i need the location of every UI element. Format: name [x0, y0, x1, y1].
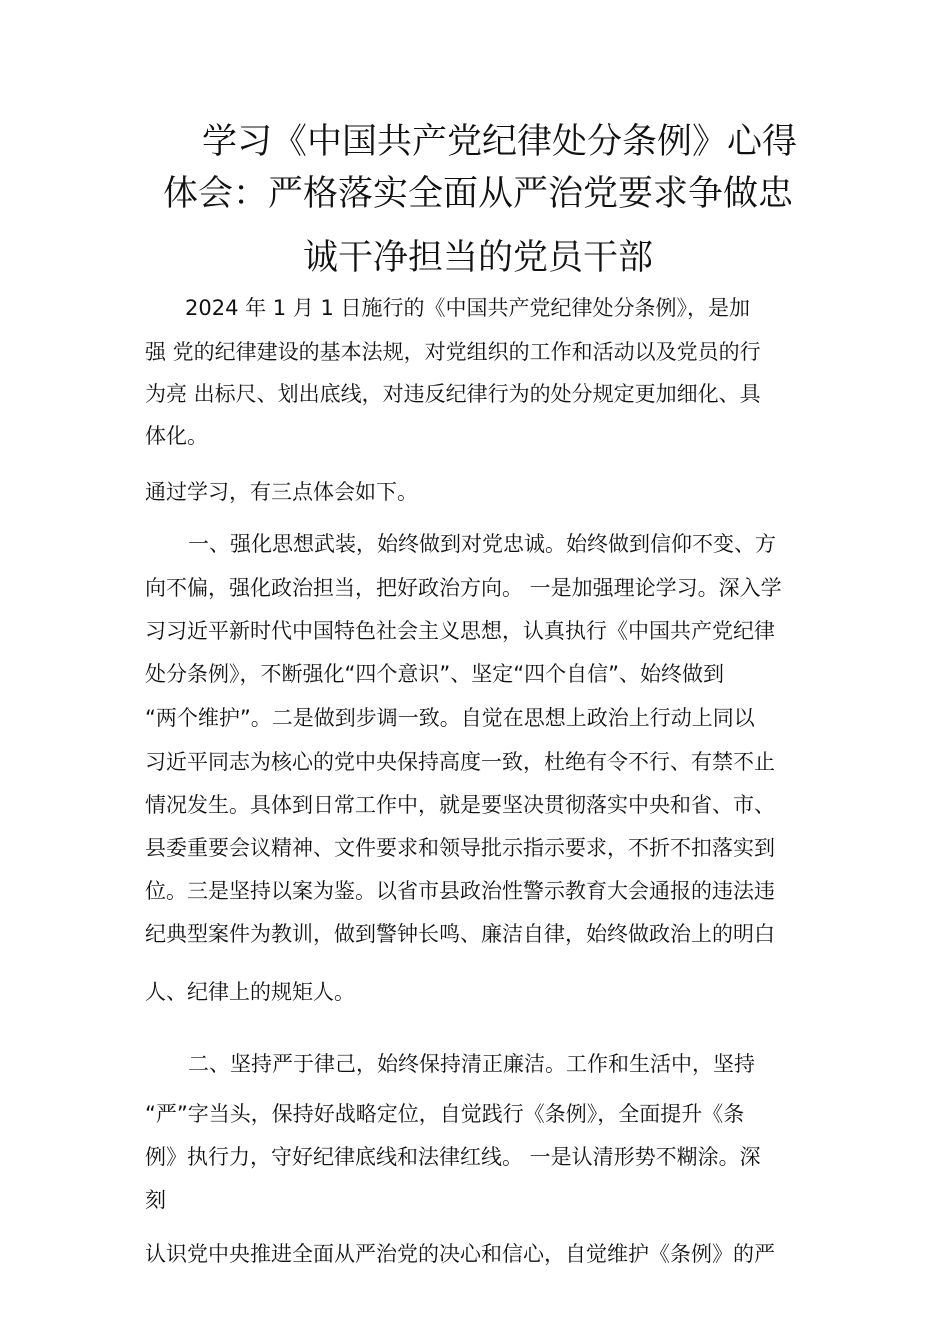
body-line-21: 认识党中央推进全面从严治党的决心和信心，自觉维护《条例》的严 — [145, 1242, 775, 1266]
body-line-5: 通过学习，有三点体会如下。 — [145, 480, 418, 504]
body-line-1: 2024 年 1 月 1 日施行的《中国共产党纪律处分条例》，是加 — [185, 296, 751, 320]
body-line-18: “严”字当头，保持好战略定位，自觉践行《条例》，全面提升《条 — [145, 1102, 745, 1126]
body-line-6: 一、强化思想武装，始终做到对党忠诚。始终做到信仰不变、方 — [188, 532, 776, 556]
body-line-11: 习近平同志为核心的党中央保持高度一致，杜绝有令不行、有禁不止 — [145, 750, 775, 774]
body-line-16: 人、纪律上的规矩人。 — [145, 980, 355, 1004]
body-line-13: 县委重要会议精神、文件要求和领导批示指示要求，不折不扣落实到 — [145, 836, 775, 860]
body-line-17: 二、坚持严于律己，始终保持清正廉洁。工作和生活中，坚持 — [188, 1052, 755, 1076]
body-line-7: 向不偏，强化政治担当，把好政治方向。 一是加强理论学习。深入学 — [145, 576, 782, 600]
body-line-4: 体化。 — [145, 424, 208, 448]
body-line-2: 强 党的纪律建设的基本法规，对党组织的工作和活动以及党员的行 — [145, 340, 761, 364]
document-title-line-1: 学习《中国共产党纪律处分条例》心得 — [202, 122, 798, 162]
body-line-8: 习习近平新时代中国特色社会主义思想，认真执行《中国共产党纪律 — [145, 619, 775, 643]
body-line-12: 情况发生。具体到日常工作中，就是要坚决贯彻落实中央和省、市、 — [145, 793, 775, 817]
body-line-19: 例》执行力，守好纪律底线和法律红线。 一是认清形势不糊涂。深 — [145, 1145, 761, 1169]
body-line-9: 处分条例》，不断强化“四个意识”、坚定“四个自信”、始终做到 — [145, 662, 725, 686]
body-line-20: 刻 — [145, 1188, 166, 1212]
document-title-line-2: 体会：严格落实全面从严治党要求争做忠 — [163, 174, 794, 214]
body-line-3: 为亮 出标尺、划出底线，对违反纪律行为的处分规定更加细化、具 — [145, 382, 761, 406]
body-line-14: 位。三是坚持以案为鉴。以省市县政治性警示教育大会通报的违法违 — [145, 879, 775, 903]
body-line-15: 纪典型案件为教训，做到警钟长鸣、廉洁自律，始终做政治上的明白 — [145, 922, 775, 946]
document-title-line-3: 诚干净担当的党员干部 — [302, 238, 653, 278]
body-line-10: “两个维护”。二是做到步调一致。自觉在思想上政治上行动上同以 — [145, 706, 755, 730]
